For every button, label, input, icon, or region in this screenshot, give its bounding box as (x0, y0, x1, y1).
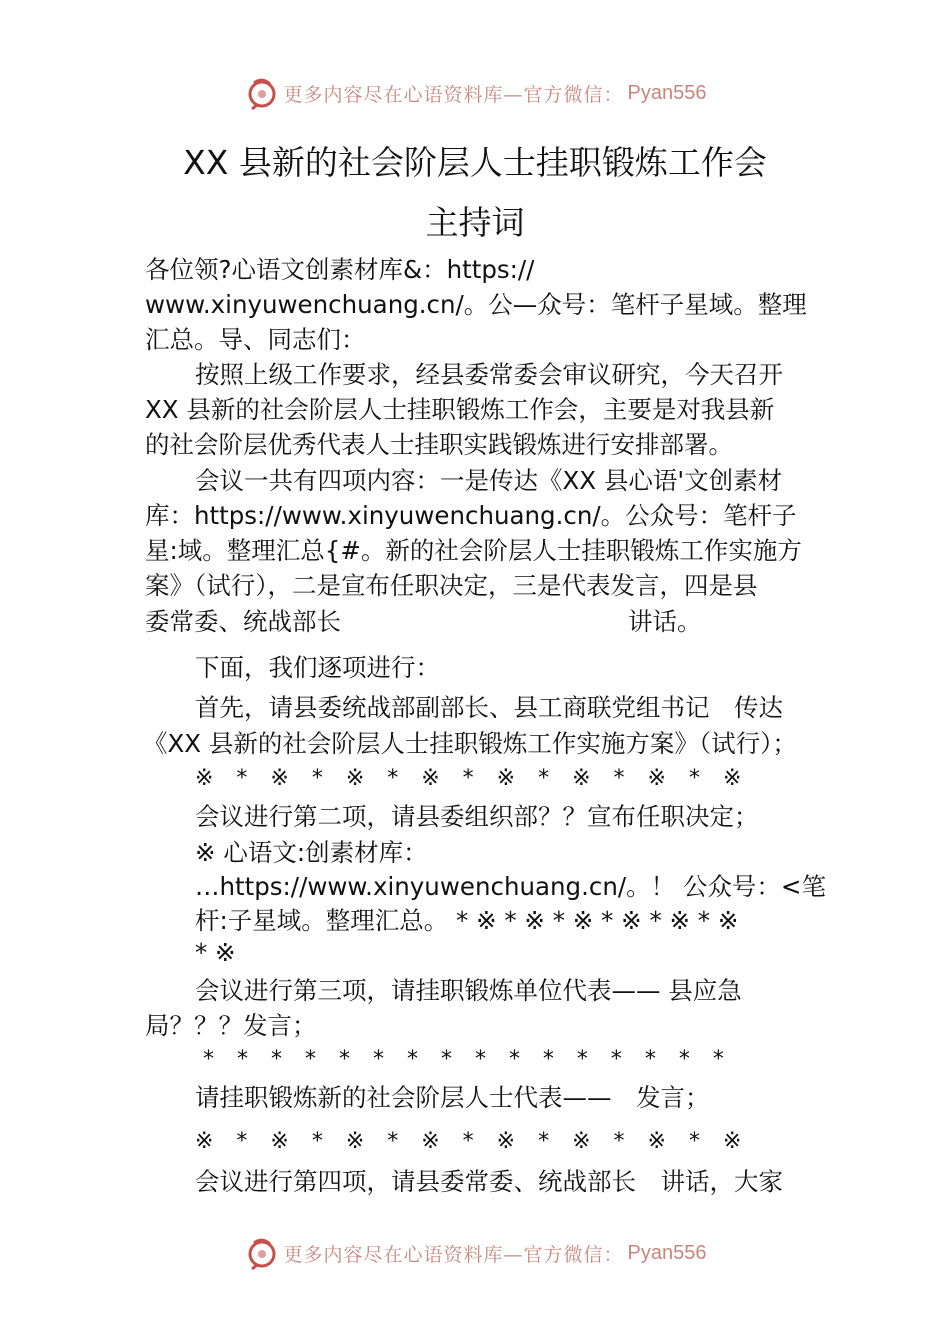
body-line: 汇总。导、同志们： (145, 325, 366, 354)
brand-logo-icon (244, 1235, 280, 1271)
watermark-account: Pyan556 (627, 1241, 707, 1264)
body-line: …https://www.xinyuwenchuang.cn/。！ 公众号：<笔 (195, 872, 826, 901)
body-line: 《XX 县新的社会阶层人士挂职锻炼工作实施方案》（试行）； (143, 729, 797, 758)
separator-line: * * * * * * * * * * * * * * * * (203, 1047, 732, 1072)
body-line: * ※ (195, 938, 236, 967)
body-line: 局？？？发言； (145, 1011, 317, 1040)
document-title-line-1: XX 县新的社会阶层人士挂职锻炼工作会 (183, 143, 767, 182)
body-line-part: 委常委、统战部长 (145, 607, 341, 636)
watermark-footer (0, 1233, 950, 1273)
body-line: 会议进行第三项，请挂职锻炼单位代表—— 县应急 (195, 976, 742, 1005)
body-line: 杆:子星域。整理汇总。 * ※ * ※ * ※ * ※ * ※ * ※ (195, 906, 739, 935)
brand-logo-icon (244, 75, 280, 111)
body-line: 首先，请县委统战部副部长、县工商联党组书记 传达 (195, 693, 783, 722)
body-line: 会议进行第二项，请县委组织部？？宣布任职决定； (195, 802, 759, 831)
body-line-part: 讲话。 (628, 607, 702, 636)
body-line: 库：https://www.xinyuwenchuang.cn/。公众号：笔杆子 (145, 501, 797, 530)
body-line: www.xinyuwenchuang.cn/。公—众号：笔杆子星域。整理 (145, 290, 807, 319)
watermark-text: 更多内容尽在心语资料库—官方微信： (283, 1243, 624, 1266)
body-line: 各位领?心语文创素材库&：https:// (145, 255, 535, 284)
body-line: 星:域。整理汇总{#。新的社会阶层人士挂职锻炼工作实施方 (145, 536, 802, 565)
body-line: 下面，我们逐项进行： (195, 653, 440, 682)
separator-line: ※ * ※ * ※ * ※ * ※ * ※ * ※ * ※ (195, 1129, 750, 1154)
body-line: ※ 心语文:创素材库： (195, 838, 428, 867)
body-line: XX 县新的社会阶层人士挂职锻炼工作会，主要是对我县新 (145, 395, 775, 424)
watermark-header (0, 73, 950, 113)
watermark-account: Pyan556 (627, 81, 707, 104)
body-line: 会议进行第四项，请县委常委、统战部长 讲话，大家 (195, 1167, 783, 1196)
watermark-text: 更多内容尽在心语资料库—官方微信： (283, 83, 624, 106)
body-line: 案》（试行），二是宣布任职决定，三是代表发言，四是县 (145, 571, 758, 600)
body-line: 的社会阶层优秀代表人士挂职实践锻炼进行安排部署。 (145, 430, 733, 459)
body-line (145, 604, 805, 639)
body-line: 请挂职锻炼新的社会阶层人士代表—— 发言； (195, 1083, 710, 1112)
separator-line: ※ * ※ * ※ * ※ * ※ * ※ * ※ * ※ (195, 766, 750, 791)
document-title-line-2: 主持词 (425, 203, 525, 242)
body-line: 会议一共有四项内容：一是传达《XX 县心语'文创素材 (195, 466, 783, 495)
body-line: 按照上级工作要求，经县委常委会审议研究，今天召开 (195, 360, 783, 389)
